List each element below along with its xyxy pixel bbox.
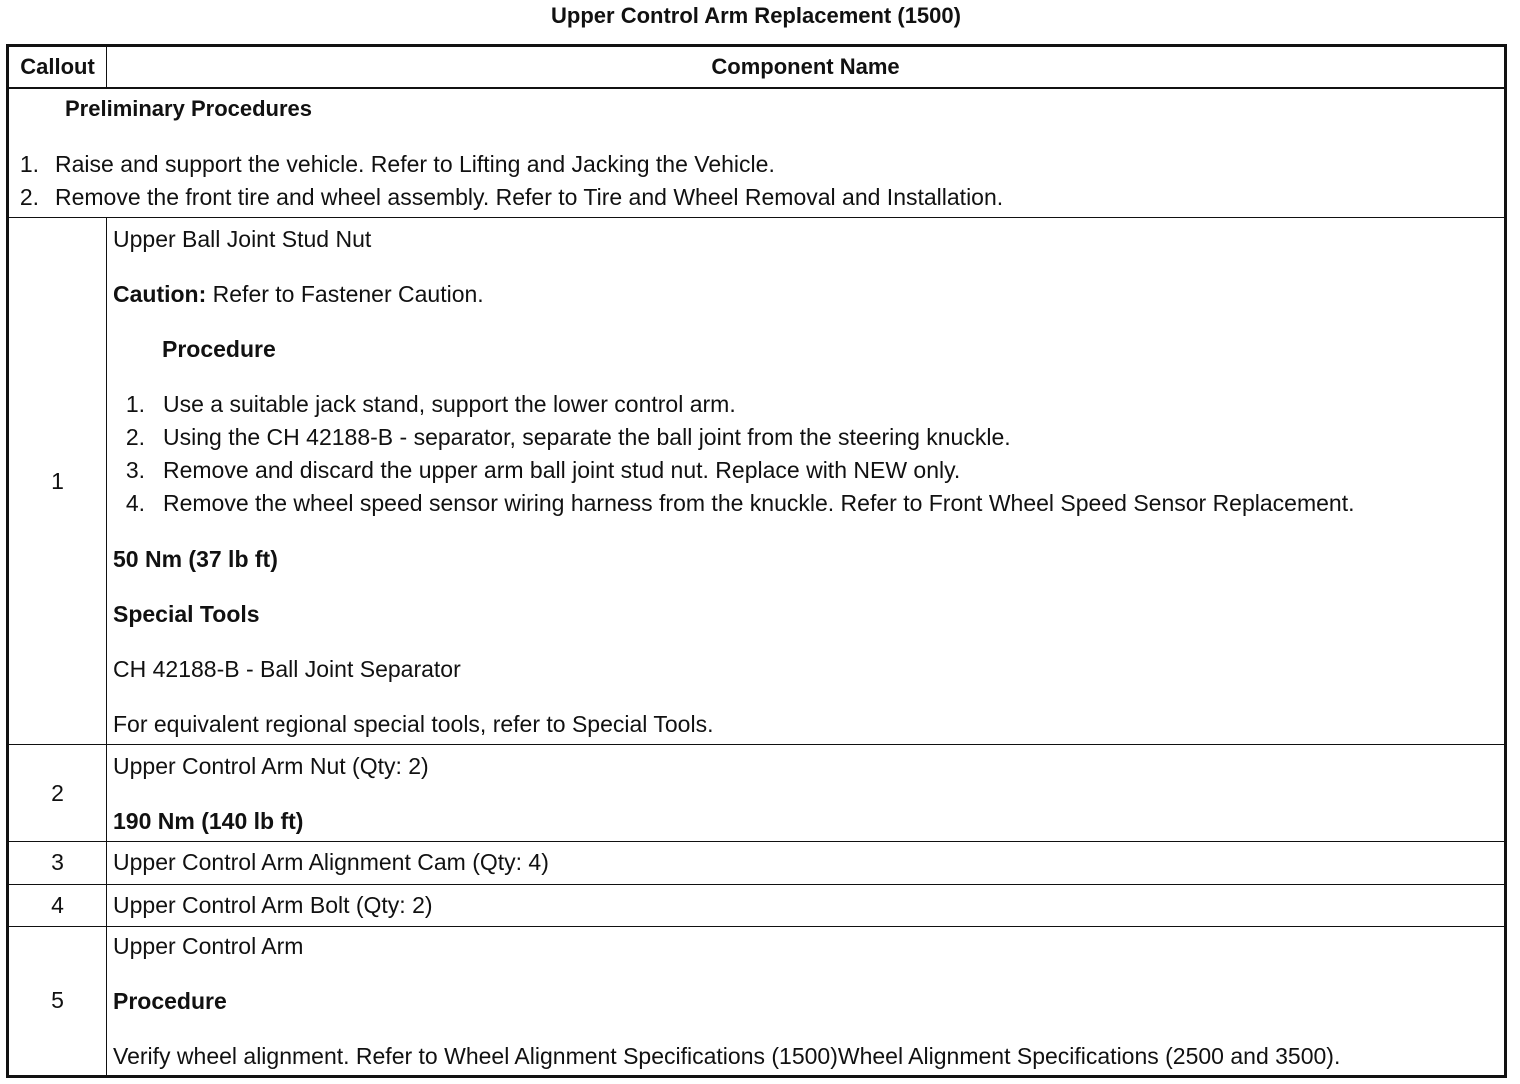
caution-text: Refer to Fastener Caution. <box>206 280 484 307</box>
step-number: 2. <box>19 184 39 211</box>
step-text: Remove the front tire and wheel assembly. Refer to Tire and Wheel Removal and Installation. <box>55 184 1004 211</box>
component-name: Upper Control Arm Nut (Qty: 2) <box>113 752 429 779</box>
preliminary-heading: Preliminary Procedures <box>65 96 313 122</box>
header-row <box>8 46 1506 89</box>
callout-cell: 5 <box>8 926 107 1076</box>
list-item <box>113 421 1498 454</box>
torque-spec: 50 Nm (37 lb ft) <box>113 545 278 572</box>
step-text: Use a suitable jack stand, support the lower control arm. <box>163 390 736 417</box>
component-cell <box>107 745 1506 842</box>
callout-cell: 4 <box>8 884 107 926</box>
list-item <box>113 487 1498 520</box>
step-number: 1. <box>125 390 145 417</box>
step-text: Remove and discard the upper arm ball joint stud nut. Replace with NEW only. <box>163 456 961 483</box>
special-tool-item: CH 42188-B - Ball Joint Separator <box>113 655 461 682</box>
component-name: Upper Control Arm Bolt (Qty: 2) <box>107 884 1506 926</box>
caution-line <box>113 278 1498 310</box>
list-item <box>9 181 1504 214</box>
special-tools-heading: Special Tools <box>113 600 260 627</box>
callout-header: Callout <box>8 46 107 89</box>
component-cell <box>107 217 1506 744</box>
procedure-text: Verify wheel alignment. Refer to Wheel Alignment Specifications (1500)Wheel Alignment Specifications (2500 and 3500). <box>113 1042 1341 1069</box>
procedure-steps <box>113 388 1498 520</box>
table-row <box>8 217 1506 744</box>
step-number: 2. <box>125 423 145 450</box>
component-cell <box>107 926 1506 1076</box>
equivalent-tools-note: For equivalent regional special tools, refer to Special Tools. <box>113 710 714 737</box>
table-row <box>8 884 1506 926</box>
table-row <box>8 926 1506 1076</box>
preliminary-cell <box>8 88 1506 217</box>
step-number: 1. <box>19 151 39 178</box>
callout-cell: 3 <box>8 842 107 884</box>
callout-cell: 2 <box>8 745 107 842</box>
component-name: Upper Control Arm <box>113 932 304 959</box>
table-row <box>8 842 1506 884</box>
preliminary-row <box>8 88 1506 217</box>
table-row <box>8 745 1506 842</box>
step-number: 4. <box>125 489 145 516</box>
procedure-heading: Procedure <box>113 987 227 1014</box>
step-text: Raise and support the vehicle. Refer to Lifting and Jacking the Vehicle. <box>55 151 775 178</box>
step-text: Remove the wheel speed sensor wiring harness from the knuckle. Refer to Front Wheel Speed Sensor Replacement. <box>163 489 1355 516</box>
component-name: Upper Ball Joint Stud Nut <box>113 225 372 252</box>
list-item <box>113 454 1498 487</box>
page-title: Upper Control Arm Replacement (1500) <box>551 3 961 28</box>
callout-cell: 1 <box>8 217 107 744</box>
component-table <box>6 44 1507 1078</box>
torque-spec: 190 Nm (140 lb ft) <box>113 807 304 834</box>
component-name: Upper Control Arm Alignment Cam (Qty: 4) <box>107 842 1506 884</box>
step-number: 3. <box>125 456 145 483</box>
preliminary-steps <box>9 148 1504 214</box>
procedure-heading: Procedure <box>162 335 276 362</box>
component-name-header: Component Name <box>107 46 1506 89</box>
step-text: Using the CH 42188-B - separator, separate the ball joint from the steering knuckle. <box>163 423 1011 450</box>
list-item <box>9 148 1504 181</box>
caution-label: Caution: <box>113 280 207 307</box>
list-item <box>113 388 1498 421</box>
